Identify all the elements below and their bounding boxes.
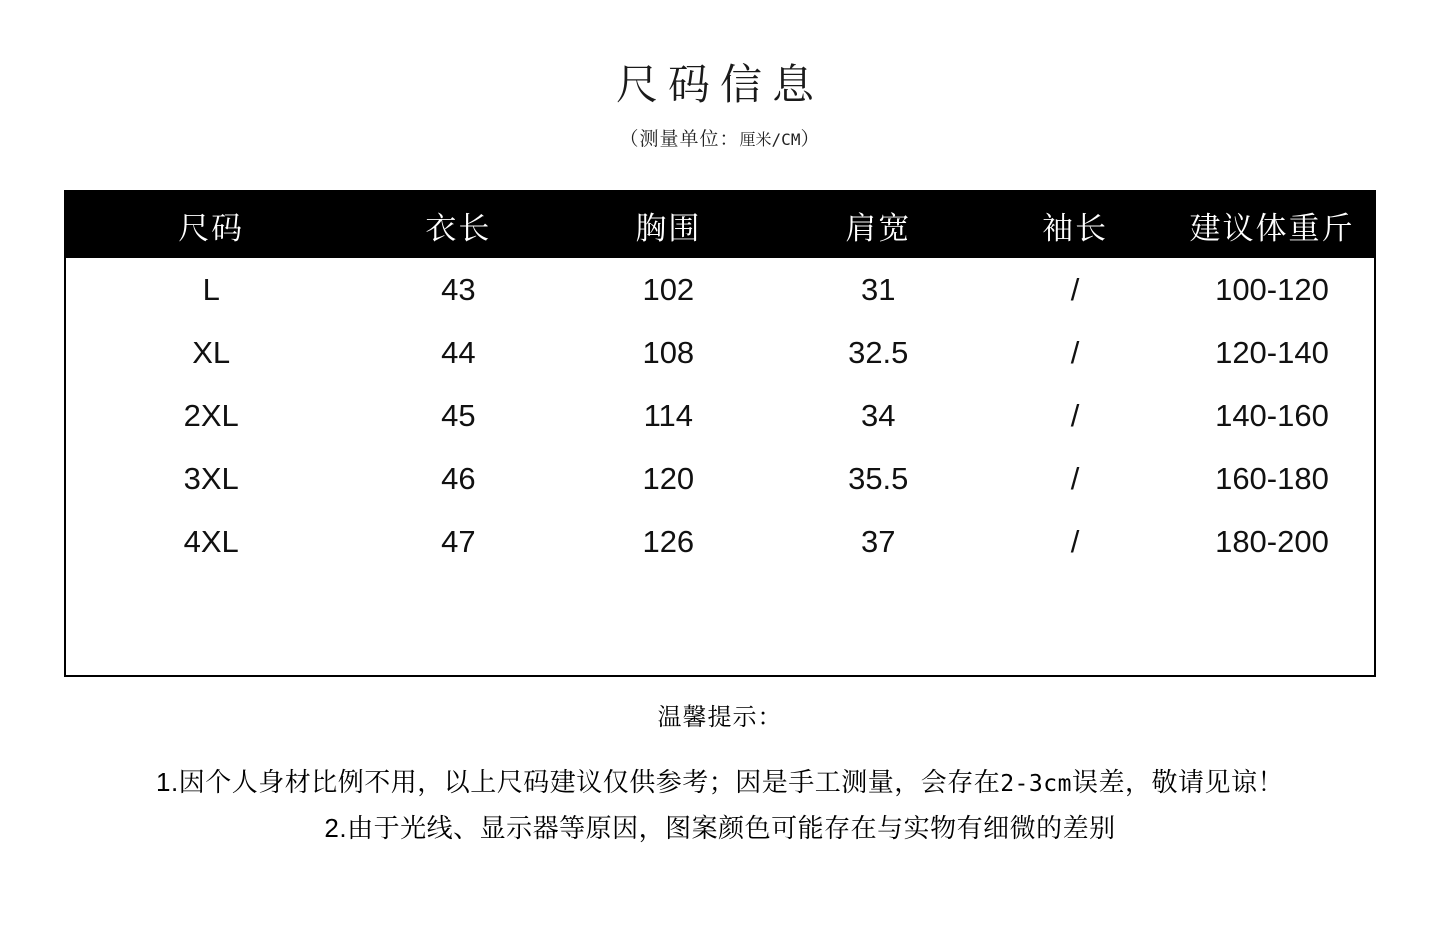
cell-weight: 100-120 xyxy=(1215,271,1329,307)
table-row xyxy=(66,447,1374,510)
cell-length: 43 xyxy=(441,271,476,307)
cell-shoulder: 35.5 xyxy=(848,460,909,496)
cell-size: 4XL xyxy=(183,523,239,559)
tips-line-1-part-d: 误差，敬请见谅！ xyxy=(1071,767,1284,797)
cell-sleeve: / xyxy=(1070,334,1080,370)
tips-line-1-tolerance: 2-3c xyxy=(1000,771,1058,797)
cell-shoulder: 31 xyxy=(861,271,896,307)
column-header-shoulder: 肩宽 xyxy=(776,192,980,258)
measurement-unit-note xyxy=(0,124,1440,151)
cell-sleeve: / xyxy=(1070,271,1080,307)
tips-title: 温馨提示： xyxy=(657,704,783,731)
cell-shoulder: 37 xyxy=(861,523,896,559)
page-title: 尺码信息 xyxy=(615,61,824,108)
cell-length: 44 xyxy=(441,334,476,370)
column-header-weight: 建议体重斤 xyxy=(1170,192,1374,258)
size-table xyxy=(66,192,1374,573)
column-header-length: 衣长 xyxy=(356,192,560,258)
tips-list xyxy=(0,760,1440,850)
column-header-size: 尺码 xyxy=(66,192,356,258)
unit-note-prefix: （测量单位： xyxy=(619,129,740,151)
cell-bust: 120 xyxy=(642,460,695,496)
table-row xyxy=(66,321,1374,384)
unit-note-suffix: ） xyxy=(800,129,821,151)
cell-weight: 160-180 xyxy=(1215,460,1329,496)
cell-weight: 120-140 xyxy=(1215,334,1329,370)
cell-shoulder: 34 xyxy=(861,397,896,433)
cell-sleeve: / xyxy=(1070,460,1080,496)
cell-sleeve: / xyxy=(1070,523,1080,559)
cell-size: L xyxy=(202,271,220,307)
cell-shoulder: 32.5 xyxy=(848,334,909,370)
cell-bust: 102 xyxy=(642,271,695,307)
cell-length: 45 xyxy=(441,397,476,433)
unit-note-value: 厘米/CM xyxy=(739,130,801,150)
tips-line-1-unit: m xyxy=(1057,771,1072,797)
cell-length: 46 xyxy=(441,460,476,496)
table-row xyxy=(66,258,1374,321)
table-row xyxy=(66,510,1374,573)
tips-line-1 xyxy=(0,760,1440,806)
table-row xyxy=(66,384,1374,447)
size-table-container xyxy=(64,190,1376,677)
cell-bust: 126 xyxy=(642,523,695,559)
table-header-row xyxy=(66,192,1374,258)
cell-size: 3XL xyxy=(183,460,239,496)
cell-length: 47 xyxy=(441,523,476,559)
tips-line-2: 2.由于光线、显示器等原因，图案颜色可能存在与实物有细微的差别 xyxy=(324,813,1116,843)
cell-weight: 140-160 xyxy=(1215,397,1329,433)
tips-line-1-part-a: 1.因个人身材比例不用，以上尺码建议仅供参考；因是手工测量，会存在 xyxy=(156,767,1001,797)
cell-size: 2XL xyxy=(183,397,239,433)
cell-bust: 114 xyxy=(643,397,694,433)
cell-weight: 180-200 xyxy=(1215,523,1329,559)
cell-bust: 108 xyxy=(642,334,695,370)
cell-sleeve: / xyxy=(1070,397,1080,433)
column-header-sleeve: 袖长 xyxy=(980,192,1170,258)
column-header-bust: 胸围 xyxy=(560,192,776,258)
cell-size: XL xyxy=(192,334,231,370)
